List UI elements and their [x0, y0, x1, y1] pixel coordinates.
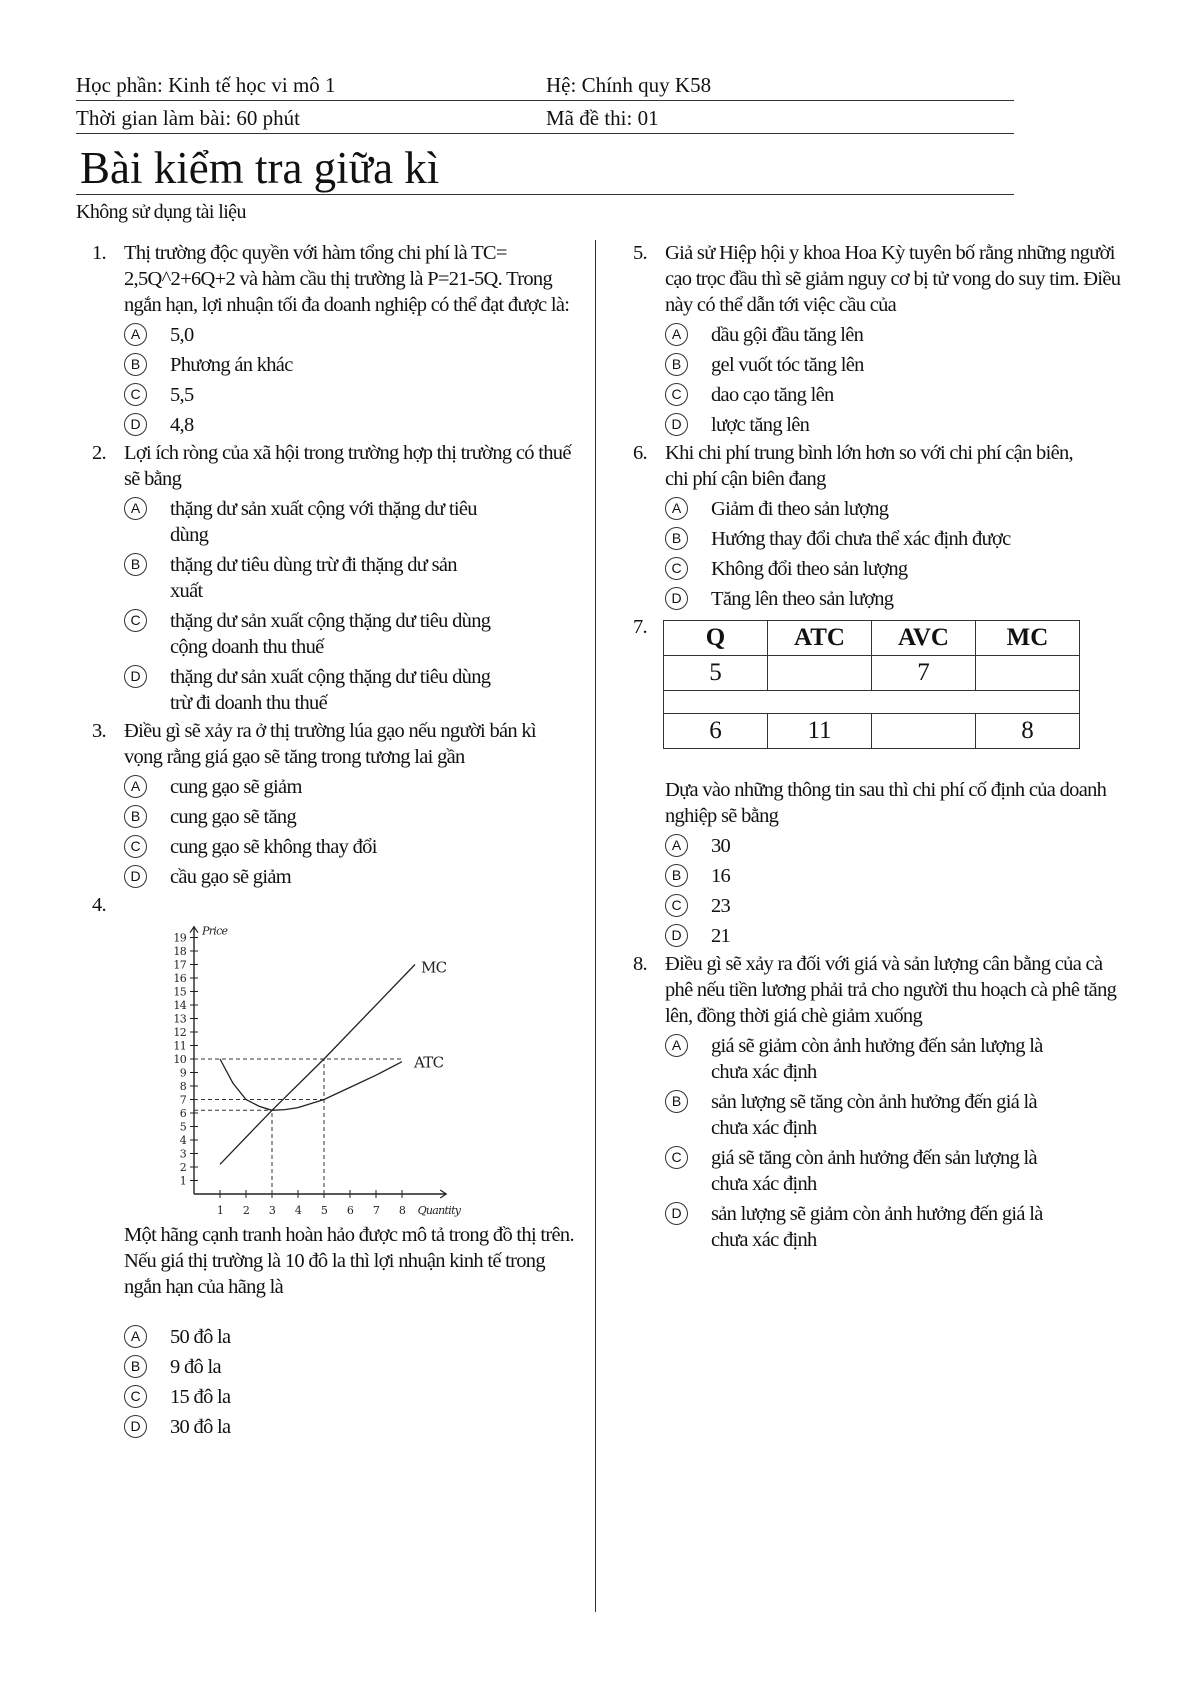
option-letter: B: [665, 527, 688, 550]
option-text: cầu gạo sẽ giảm: [170, 866, 291, 888]
y-axis-label: Price: [202, 924, 228, 938]
option-letter: D: [665, 413, 688, 436]
question-number: 2.: [92, 442, 106, 464]
series-label-mc: MC: [421, 958, 447, 977]
option-c[interactable]: [633, 1145, 1123, 1197]
option-d[interactable]: [633, 412, 1123, 438]
option-letter: C: [665, 1146, 688, 1169]
option-text: thặng dư tiêu dùng trừ đi thặng dư sản xuất: [170, 554, 457, 602]
option-letter: D: [665, 924, 688, 947]
option-letter: A: [665, 497, 688, 520]
y-tick-label: 19: [173, 931, 186, 945]
y-tick-label: 3: [179, 1147, 186, 1161]
question-text: Thị trường độc quyền với hàm tổng chi phí là TC= 2,5Q^2+6Q+2 và hàm cầu thị trường là P=21-5Q. Trong ngắn hạn, lợi nhuận tối đa doanh nghiệp có thể đạt được là:: [124, 242, 570, 316]
option-b[interactable]: [633, 526, 1123, 552]
right-column: [633, 240, 1123, 1255]
question-7: [633, 614, 1123, 949]
option-a[interactable]: [633, 1033, 1123, 1085]
y-tick-label: 8: [179, 1080, 186, 1093]
option-d[interactable]: [92, 1414, 582, 1440]
option-letter: C: [124, 383, 147, 406]
option-text: 5,5: [170, 384, 194, 406]
y-tick-label: 18: [173, 945, 186, 958]
page-title: Bài kiểm tra giữa kì: [80, 143, 440, 193]
table-header: Q: [664, 621, 768, 656]
option-text: dầu gội đầu tăng lên: [711, 324, 864, 346]
exam-code-label: Mã đề thi: 01: [546, 106, 659, 130]
program-label: Hệ: Chính quy K58: [546, 73, 712, 97]
option-letter: D: [124, 665, 147, 688]
table-cell: 8: [976, 714, 1080, 749]
table-cell: [976, 656, 1080, 691]
question-number: 7.: [633, 616, 647, 638]
option-letter: B: [124, 805, 147, 828]
option-a[interactable]: [92, 774, 582, 800]
option-text: 4,8: [170, 414, 194, 436]
question-number: 8.: [633, 953, 647, 975]
table-cell: 5: [664, 656, 768, 691]
option-c[interactable]: [633, 556, 1123, 582]
option-letter: D: [665, 1202, 688, 1225]
option-letter: A: [665, 323, 688, 346]
option-text: 16: [711, 865, 731, 887]
option-b[interactable]: [92, 804, 582, 830]
table-cell: [768, 656, 872, 691]
option-text: Phương án khác: [170, 354, 293, 376]
y-tick-label: 16: [173, 972, 186, 985]
chart-svg: [136, 892, 576, 1222]
y-tick-label: 4: [179, 1134, 186, 1147]
table-cell: 7: [872, 656, 976, 691]
y-tick-label: 6: [179, 1107, 186, 1120]
x-axis-label: Quantity: [417, 1204, 461, 1217]
option-text: cung gạo sẽ tăng: [170, 806, 296, 828]
option-b[interactable]: [633, 863, 1123, 889]
option-text: 5,0: [170, 324, 194, 346]
question-text: Giả sử Hiệp hội y khoa Hoa Kỳ tuyên bố rằng những người cạo trọc đầu thì sẽ giảm nguy cơ bị tử vong do suy tim. Điều này có thể dẫn tới việc cầu của: [665, 242, 1121, 316]
option-letter: B: [124, 353, 147, 376]
question-3: [92, 718, 582, 890]
x-tick-label: 2: [242, 1204, 250, 1217]
option-text: dao cạo tăng lên: [711, 384, 834, 406]
option-letter: B: [665, 1090, 688, 1113]
time-label: Thời gian làm bài: 60 phút: [76, 106, 300, 130]
subtitle: Không sử dụng tài liệu: [76, 201, 246, 223]
table-header: MC: [976, 621, 1080, 656]
y-tick-label: 1: [179, 1174, 186, 1188]
option-letter: B: [665, 864, 688, 887]
y-tick-label: 9: [179, 1066, 186, 1080]
question-6: [633, 440, 1123, 612]
x-tick-label: 8: [398, 1204, 406, 1217]
option-d[interactable]: [92, 864, 582, 890]
option-c[interactable]: [633, 382, 1123, 408]
table-spacer: [664, 691, 1080, 714]
option-text: lược tăng lên: [711, 414, 810, 436]
option-text: Hướng thay đổi chưa thể xác định được: [711, 528, 1011, 550]
option-text: thặng dư sản xuất cộng với thặng dư tiêu dùng: [170, 498, 477, 546]
option-letter: A: [665, 1034, 688, 1057]
option-a[interactable]: [92, 322, 582, 348]
option-letter: C: [124, 835, 147, 858]
x-tick-label: 3: [268, 1204, 276, 1217]
option-b[interactable]: [92, 1354, 582, 1380]
question-number: 4.: [92, 894, 106, 916]
y-tick-label: 11: [173, 1039, 186, 1053]
x-tick-label: 7: [372, 1204, 380, 1217]
cost-curve-chart: [136, 892, 576, 1222]
question-8: [633, 951, 1123, 1253]
y-tick-label: 2: [179, 1161, 186, 1174]
option-a[interactable]: [633, 833, 1123, 859]
question-1: [92, 240, 582, 438]
option-letter: D: [124, 1415, 147, 1438]
option-letter: D: [665, 587, 688, 610]
option-text: 15 đô la: [170, 1386, 231, 1408]
table-header: ATC: [768, 621, 872, 656]
option-text: 50 đô la: [170, 1326, 231, 1348]
option-d[interactable]: [633, 923, 1123, 949]
option-letter: C: [124, 609, 147, 632]
option-text: 30: [711, 835, 731, 857]
question-text: Khi chi phí trung bình lớn hơn so với chi phí cận biên, chi phí cận biên đang: [665, 442, 1073, 490]
header-row-1: [76, 68, 1014, 101]
option-letter: C: [124, 1385, 147, 1408]
option-text: 21: [711, 925, 731, 947]
question-text: Điều gì sẽ xảy ra ở thị trường lúa gạo nếu người bán kì vọng rằng giá gạo sẽ tăng trong tương lai gần: [124, 720, 536, 768]
option-letter: D: [124, 865, 147, 888]
x-tick-label: 5: [320, 1204, 328, 1217]
option-letter: B: [124, 553, 147, 576]
option-c[interactable]: [92, 382, 582, 408]
option-a[interactable]: [92, 1324, 582, 1350]
series-line-mc: [220, 965, 415, 1165]
question-text: Dựa vào những thông tin sau thì chi phí cố định của doanh nghiệp sẽ bằng: [665, 779, 1107, 827]
option-letter: A: [665, 834, 688, 857]
question-text: Một hãng cạnh tranh hoàn hảo được mô tả trong đồ thị trên. Nếu giá thị trường là 10 đô la thì lợi nhuận kinh tế trong ngắn hạn của hãng là: [124, 1224, 574, 1298]
option-text: Không đổi theo sản lượng: [711, 558, 908, 580]
option-letter: A: [124, 323, 147, 346]
option-b[interactable]: [633, 352, 1123, 378]
option-text: cung gạo sẽ không thay đổi: [170, 836, 377, 858]
option-text: giá sẽ tăng còn ảnh hưởng đến sản lượng là chưa xác định: [711, 1147, 1037, 1195]
option-b[interactable]: [92, 552, 582, 604]
option-text: Giảm đi theo sản lượng: [711, 498, 889, 520]
option-d[interactable]: [633, 586, 1123, 612]
y-tick-label: 7: [179, 1093, 186, 1107]
option-letter: A: [124, 775, 147, 798]
option-b[interactable]: [633, 1089, 1123, 1141]
column-divider: [595, 240, 596, 1612]
option-text: sản lượng sẽ giảm còn ảnh hưởng đến giá là chưa xác định: [711, 1203, 1043, 1251]
series-line-atc: [220, 1059, 402, 1110]
option-text: sản lượng sẽ tăng còn ảnh hưởng đến giá là chưa xác định: [711, 1091, 1037, 1139]
y-tick-label: 15: [173, 985, 186, 999]
question-5: [633, 240, 1123, 438]
option-d[interactable]: [92, 412, 582, 438]
option-d[interactable]: [633, 1201, 1123, 1253]
option-letter: A: [124, 497, 147, 520]
option-c[interactable]: [92, 608, 582, 660]
question-number: 6.: [633, 442, 647, 464]
option-text: Tăng lên theo sản lượng: [711, 588, 894, 610]
title-divider: [76, 194, 1014, 195]
y-tick-label: 14: [173, 999, 186, 1012]
option-c[interactable]: [633, 893, 1123, 919]
x-tick-label: 4: [294, 1204, 302, 1217]
y-tick-label: 17: [173, 958, 186, 972]
option-letter: D: [124, 413, 147, 436]
option-text: thặng dư sản xuất cộng thặng dư tiêu dùng cộng doanh thu thuế: [170, 610, 491, 658]
question-number: 3.: [92, 720, 106, 742]
option-letter: C: [665, 383, 688, 406]
option-letter: B: [124, 1355, 147, 1378]
option-letter: B: [665, 353, 688, 376]
option-letter: C: [665, 894, 688, 917]
table-cell: 11: [768, 714, 872, 749]
option-a[interactable]: [633, 496, 1123, 522]
x-tick-label: 1: [216, 1204, 224, 1217]
option-text: 23: [711, 895, 731, 917]
table-row: [664, 656, 1080, 691]
option-text: 9 đô la: [170, 1356, 221, 1378]
table-header: AVC: [872, 621, 976, 656]
y-tick-label: 12: [173, 1026, 186, 1039]
option-c[interactable]: [92, 834, 582, 860]
course-label: Học phần: Kinh tế học vi mô 1: [76, 73, 336, 97]
y-tick-label: 10: [173, 1053, 186, 1066]
table-cell: 6: [664, 714, 768, 749]
x-tick-label: 6: [346, 1204, 354, 1217]
question-text: Điều gì sẽ xảy ra đối với giá và sản lượng cân bằng của cà phê nếu tiền lương phải trả cho người thu hoạch cà phê tăng lên, đồng thời giá chè giảm xuống: [665, 953, 1117, 1027]
option-text: thặng dư sản xuất cộng thặng dư tiêu dùng trừ đi doanh thu thuế: [170, 666, 491, 714]
option-text: giá sẽ giảm còn ảnh hưởng đến sản lượng là chưa xác định: [711, 1035, 1043, 1083]
question-number: 5.: [633, 242, 647, 264]
option-a[interactable]: [92, 496, 582, 548]
question-2: [92, 440, 582, 716]
question-number: 1.: [92, 242, 106, 264]
series-label-atc: ATC: [414, 1053, 444, 1072]
option-text: 30 đô la: [170, 1416, 231, 1438]
table-row: [664, 714, 1080, 749]
question-4: [92, 892, 582, 1440]
option-c[interactable]: [92, 1384, 582, 1410]
option-text: cung gạo sẽ giảm: [170, 776, 302, 798]
option-letter: C: [665, 557, 688, 580]
option-d[interactable]: [92, 664, 582, 716]
question-text: Lợi ích ròng của xã hội trong trường hợp thị trường có thuế sẽ bằng: [124, 442, 571, 490]
y-tick-label: 13: [173, 1012, 186, 1026]
table-cell: [872, 714, 976, 749]
left-column: [92, 240, 582, 1442]
y-tick-label: 5: [179, 1120, 186, 1134]
option-text: gel vuốt tóc tăng lên: [711, 354, 864, 376]
option-b[interactable]: [92, 352, 582, 378]
option-letter: A: [124, 1325, 147, 1348]
option-a[interactable]: [633, 322, 1123, 348]
header-row-2: [76, 101, 1014, 134]
